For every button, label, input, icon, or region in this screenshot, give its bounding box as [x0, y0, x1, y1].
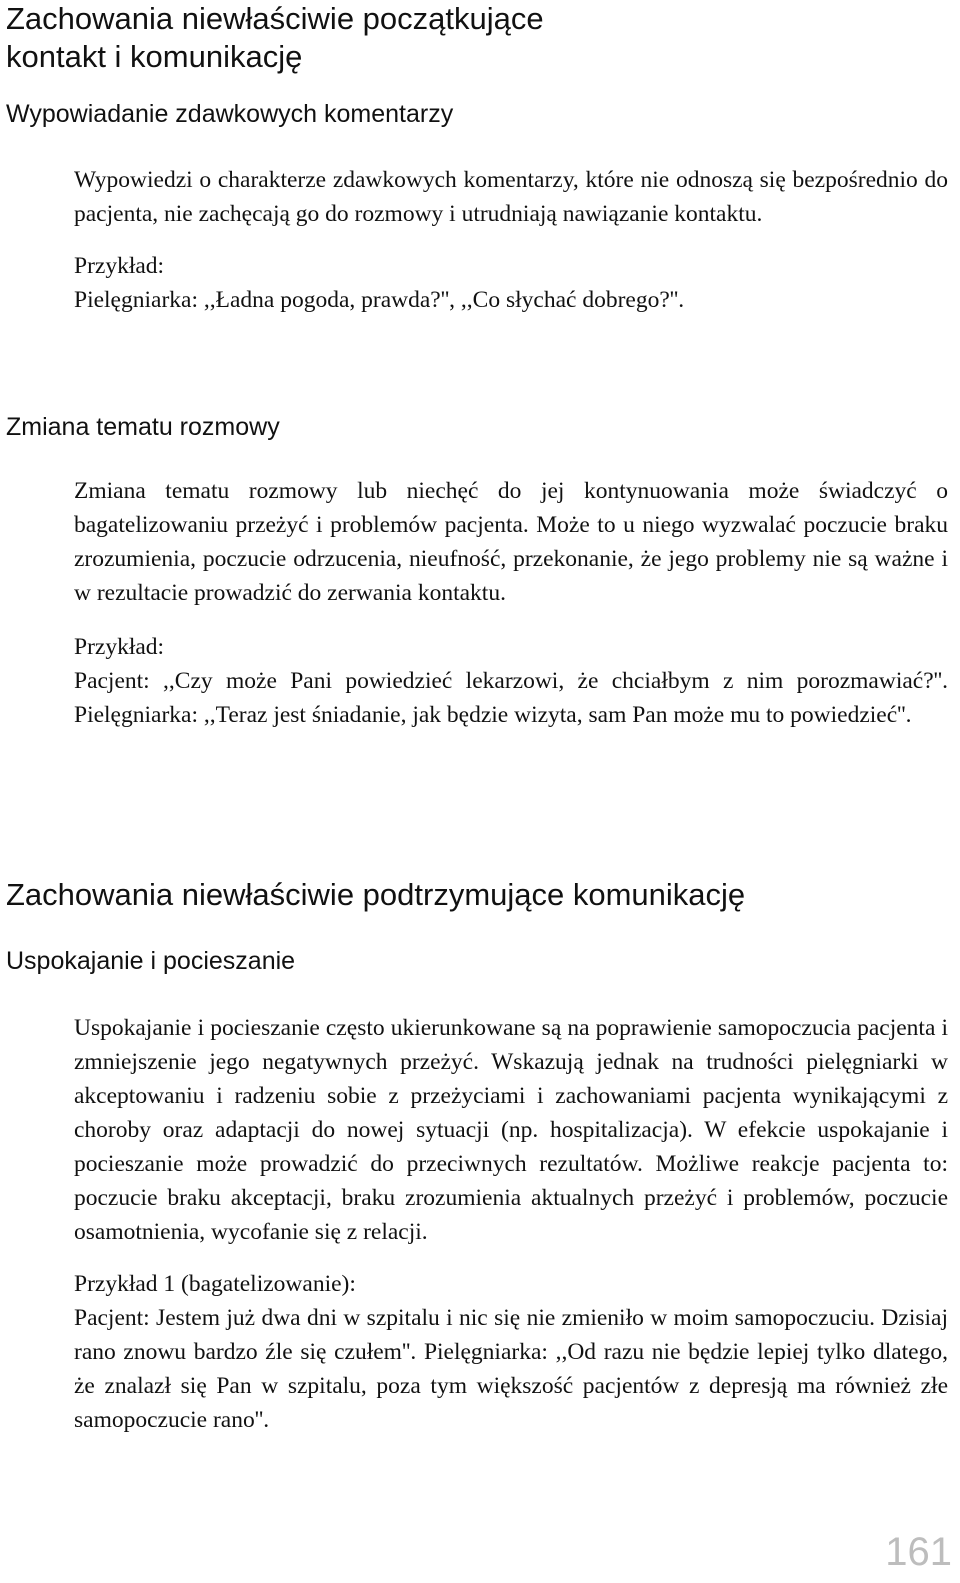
example-text: Pacjent: Jestem już dwa dni w szpitalu i nic się nie zmieniło w moim samopoczuciu. Dzisiaj rano znowu bardzo źle się czułem''. Pielęgniarka: ,,Od razu nie będzie lepiej tylko dlatego, że znalazł się Pan w szpitalu, poza tym większość pacjentów z depresją ma również złe samopoczucie rano''.: [74, 1305, 948, 1433]
example-label: Przykład 1 (bagatelizowanie):: [74, 1271, 356, 1297]
section-1-title-line-2: kontakt i komunikację: [6, 39, 303, 74]
example-label: Przykład:: [74, 634, 165, 660]
example-text: Pielęgniarka: ,,Ładna pogoda, prawda?'', ,,Co słychać dobrego?''.: [74, 287, 685, 313]
example-label: Przykład:: [74, 253, 165, 279]
subsection-1-1-title: Wypowiadanie zdawkowych komentarzy: [6, 100, 454, 128]
section-1-title-line-1: Zachowania niewłaściwie początkujące: [6, 1, 544, 36]
paragraph: Wypowiedzi o charakterze zdawkowych komentarzy, które nie odnoszą się bezpośrednio do pacjenta, nie zachęcają go do rozmowy i utrudniają nawiązanie kontaktu.: [74, 167, 948, 227]
subsection-1-2-title: Zmiana tematu rozmowy: [6, 413, 280, 441]
subsection-2-1-body: [0, 1011, 960, 1437]
subsection-1-2-body: [0, 474, 960, 732]
page-number: 161: [885, 1530, 952, 1574]
paragraph: Zmiana tematu rozmowy lub niechęć do jej kontynuowania może świadczyć o bagatelizowaniu przeżyć i problemów pacjenta. Może to u niego wyzwalać poczucie braku zrozumienia, poczucie odrzucenia, nieufność, przekonanie, że jego problemy nie są ważne i w rezultacie prowadzić do zerwania kontaktu.: [74, 478, 948, 606]
subsection-1-1-body: [0, 163, 960, 317]
section-1-title: [0, 0, 564, 76]
paragraph: Uspokajanie i pocieszanie często ukierunkowane są na poprawienie samopoczucia pacjenta i zmniejszenie jego negatywnych przeżyć. Wskazują jednak na trudności pielęgniarki w akceptowaniu i radzeniu sobie z przeżyciami i zachowaniami pacjenta wynikającymi z choroby oraz adaptacji do nowej sytuacji (np. hospitalizacja). W efekcie uspokajanie i pocieszanie może prowadzić do przeciwnych rezultatów. Możliwe reakcje pacjenta to: poczucie braku akceptacji, braku zrozumienia aktualnych przeżyć i problemów, poczucie osamotnienia, wycofanie się z relacji.: [74, 1015, 948, 1245]
section-2-title: Zachowania niewłaściwie podtrzymujące komunikację: [6, 877, 746, 912]
example-text: Pacjent: ,,Czy może Pani powiedzieć lekarzowi, że chciałbym z nim porozmawiać?''. Pielęgniarka: ,,Teraz jest śniadanie, jak będzie wizyta, sam Pan może mu to powiedzieć''.: [74, 668, 948, 728]
subsection-2-1-title: Uspokajanie i pocieszanie: [6, 947, 296, 975]
